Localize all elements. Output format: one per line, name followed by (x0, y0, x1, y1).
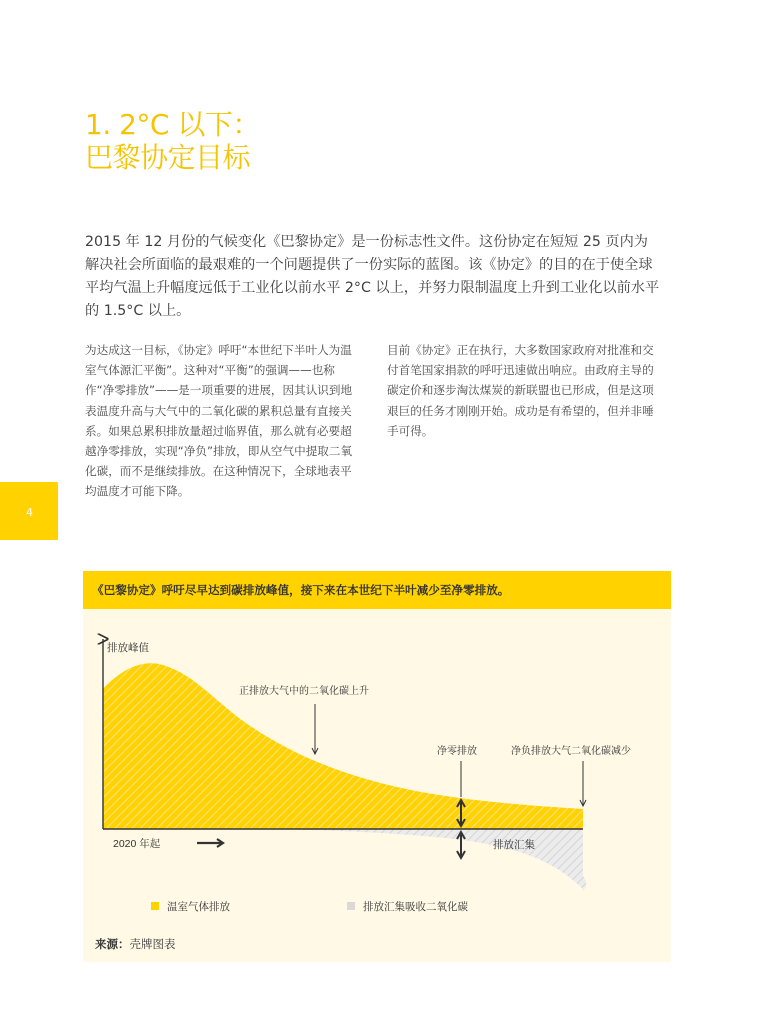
annotation-net-negative: 净负排放大气二氧化碳减少 (511, 746, 631, 757)
page-title (85, 108, 260, 174)
y-axis-label: 排放峰值 (107, 642, 149, 654)
body-column-right: 目前《协定》正在执行，大多数国家政府对批准和交付首笔国家捐款的呼吁迅速做出响应。由政府主导的碳定价和逐步淘汰煤炭的新联盟也已形成，但是这项艰巨的任务才刚刚开始。成功是有希望的，但并非唾手可得。 (387, 343, 654, 438)
figure-box (83, 571, 671, 962)
body-column-left: 为达成这一目标，《协定》呼吁“本世纪下半叶人为温室气体源汇平衡”。这种对“平衡”的强调——也称作“净零排放”——是一项重要的进展，因其认识到地表温度升高与大气中的二氧化碳的累积总量有直接关系。如果总累积排放量超过临界值，那么就有必要超越净零排放，实现“净负”排放，即从空气中提取二氧化碳，而不是继续排放。在这种情况下，全球地表平均温度才可能下降。 (85, 343, 353, 499)
annotation-start: 2020 年起 (113, 838, 161, 850)
emissions-chart (83, 571, 671, 931)
legend-swatch-sinks (347, 902, 355, 910)
figure-heading: 《巴黎协定》呼吁尽早达到碳排放峰值，接下来在本世纪下半叶减少至净零排放。 (92, 583, 510, 597)
page-title-line1: 1. 2°C 以下： (85, 108, 260, 141)
legend-label-emissions: 温室气体排放 (167, 901, 230, 913)
annotation-rising: 正排放大气中的二氧化碳上升 (239, 686, 369, 697)
legend-label-sinks: 排放汇集吸收二氧化碳 (363, 901, 468, 913)
annotation-net-zero: 净零排放 (437, 746, 477, 757)
annotation-sink: 排放汇集 (493, 839, 535, 851)
source-text: 壳牌图表 (129, 937, 176, 951)
intro-paragraph: 2015 年 12 月份的气候变化《巴黎协定》是一份标志性文件。这份协定在短短 25 页内为解决社会所面临的最艰难的一个问题提供了一份实际的蓝图。该《协定》的目的在于使全球平均气温上升幅度远低于工业化以前水平 2°C 以上，并努力限制温度上升到工业化以前水平的 1.5°C 以上。 (85, 234, 660, 319)
sink-area-fill (263, 829, 583, 889)
page-title-line2: 巴黎协定目标 (85, 141, 251, 174)
page-number: 4 (26, 506, 33, 519)
source-label: 来源： (95, 937, 130, 951)
figure-source (95, 936, 176, 952)
legend-swatch-emissions (151, 902, 159, 910)
